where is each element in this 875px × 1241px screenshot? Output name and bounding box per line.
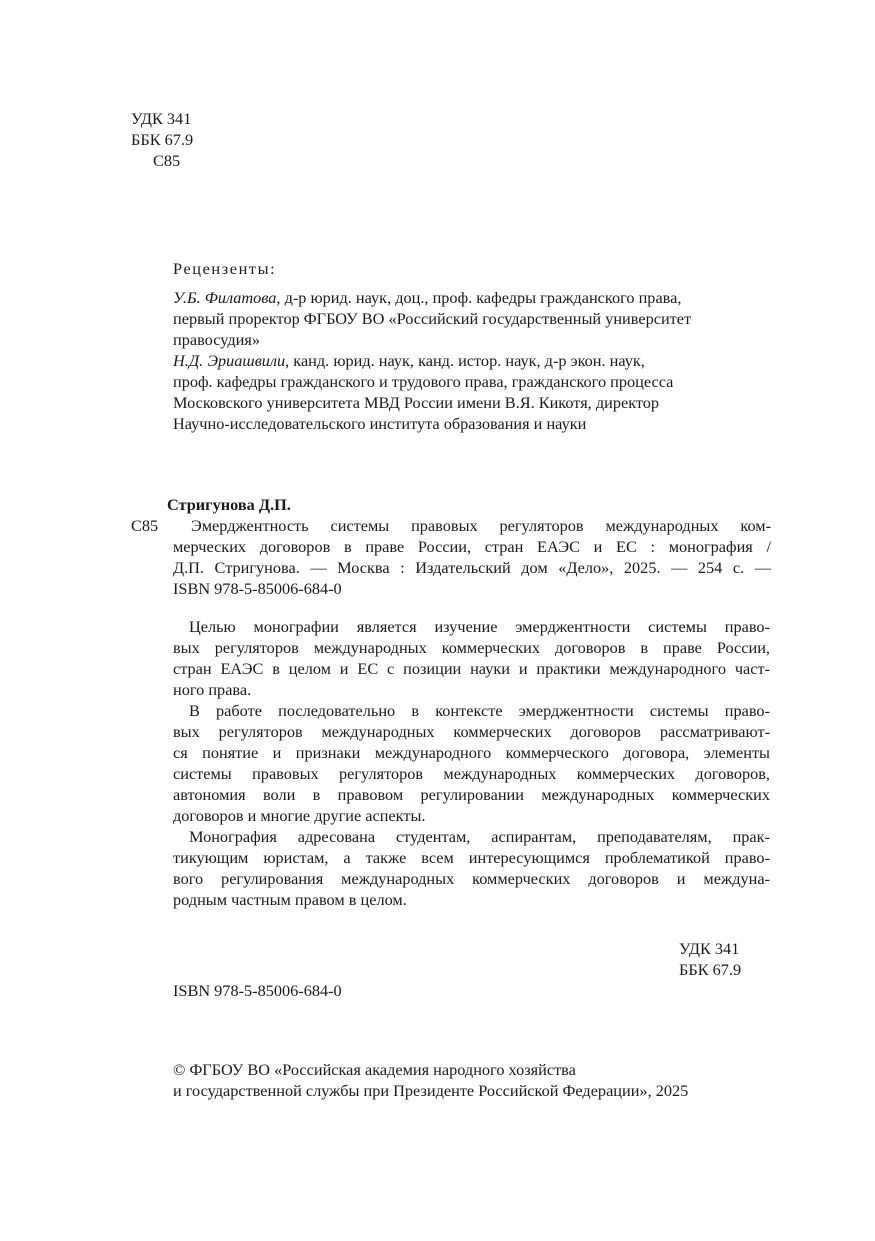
annotation-p1-line: стран ЕАЭС в целом и ЕС с позиции науки и практики международного част- — [173, 659, 770, 678]
reviewer-1-name: У.Б. Филатова — [173, 288, 277, 307]
annotation-p3-line: Монография адресована студентам, аспирантам, преподавателям, прак- — [189, 827, 770, 846]
reviewer-1-line-3: правосудия» — [173, 330, 260, 349]
annotation-p2-line: ся понятие и признаки международного коммерческого договора, элементы — [173, 743, 770, 762]
reviewers-heading: Рецензенты: — [173, 259, 277, 278]
catalog-author: Стригунова Д.П. — [167, 495, 291, 514]
reviewer-2-line-2: проф. кафедры гражданского и трудового права, гражданского процесса — [173, 372, 674, 391]
annotation-p3-line: родным частным правом в целом. — [173, 890, 407, 909]
bottom-classification — [679, 938, 741, 980]
catalog-card — [131, 494, 771, 599]
annotation-p2-line: автономия воли в правовом регулировании международных коммерческих — [173, 785, 770, 804]
isbn-text: ISBN 978-5-85006-684-0 — [173, 981, 342, 1000]
catalog-entry — [131, 515, 771, 536]
catalog-line-3: Д.П. Стригунова. — Москва : Издательский дом «Дело», 2025. — 254 с. — — [173, 558, 771, 577]
annotation-p2-line: вых регуляторов международных коммерческих договоров рассматривают- — [173, 722, 770, 741]
reviewers-section — [173, 258, 773, 434]
annotation-paragraph-2 — [173, 700, 770, 826]
annotation-p2-line: договоров и многие другие аспекты. — [173, 806, 426, 825]
annotation-paragraph-3 — [173, 826, 770, 910]
catalog-line-1: Эмерджентность системы правовых регуляторов международных ком- — [191, 516, 771, 535]
bbk-code-bottom: ББК 67.9 — [679, 960, 742, 979]
annotation-p1-line: ного права. — [173, 680, 252, 699]
author-mark: С85 — [153, 151, 181, 170]
udk-code-bottom: УДК 341 — [679, 939, 740, 958]
reviewer-1-line-2: первый проректор ФГБОУ ВО «Российский государственный университет — [173, 309, 692, 328]
reviewer-2-line-4: Научно-исследовательского института образования и науки — [173, 414, 587, 433]
catalog-description — [173, 515, 771, 536]
copyright-line-2: и государственной службы при Президенте Российской Федерации», 2025 — [173, 1081, 689, 1100]
reviewer-2-credentials: , канд. юрид. наук, канд. истор. наук, д-р экон. наук, — [285, 351, 645, 370]
reviewer-1-line-1 — [173, 287, 773, 308]
copyright-line-1: © ФГБОУ ВО «Российская академия народного хозяйства — [173, 1060, 576, 1079]
isbn — [173, 980, 342, 1001]
copyright — [173, 1059, 688, 1101]
reviewer-2-line-1 — [173, 350, 773, 371]
udk-code: УДК 341 — [131, 109, 192, 128]
reviewer-2-line-3: Московского университета МВД России имени В.Я. Кикотя, директор — [173, 393, 660, 412]
annotation-p2-line: системы правовых регуляторов международных коммерческих договоров, — [173, 764, 770, 783]
annotation-paragraph-1 — [173, 616, 770, 700]
catalog-code: С85 — [131, 516, 159, 535]
reviewer-2-name: Н.Д. Эриашвили — [173, 351, 286, 370]
catalog-line-2: мерческих договоров в праве России, стран ЕАЭС и ЕС : монография / — [173, 537, 771, 556]
annotation-p1-line: Целью монографии является изучение эмерджентности системы право- — [189, 617, 770, 636]
annotation-p2-line: В работе последовательно в контексте эмерджентности системы право- — [189, 701, 770, 720]
reviewer-1-credentials: , д-р юрид. наук, доц., проф. кафедры гражданского права, — [276, 288, 682, 307]
annotation-p3-line: тикующим юристам, а также всем интересующимся проблематикой право- — [173, 848, 770, 867]
annotation-p1-line: вых регуляторов международных коммерческих договоров в праве России, — [173, 638, 770, 657]
bbk-code: ББК 67.9 — [131, 130, 194, 149]
annotation — [173, 616, 770, 910]
annotation-p3-line: вого регулирования международных коммерческих договоров и междуна- — [173, 869, 770, 888]
catalog-line-4: ISBN 978-5-85006-684-0 — [173, 579, 342, 598]
top-classification — [131, 108, 193, 171]
